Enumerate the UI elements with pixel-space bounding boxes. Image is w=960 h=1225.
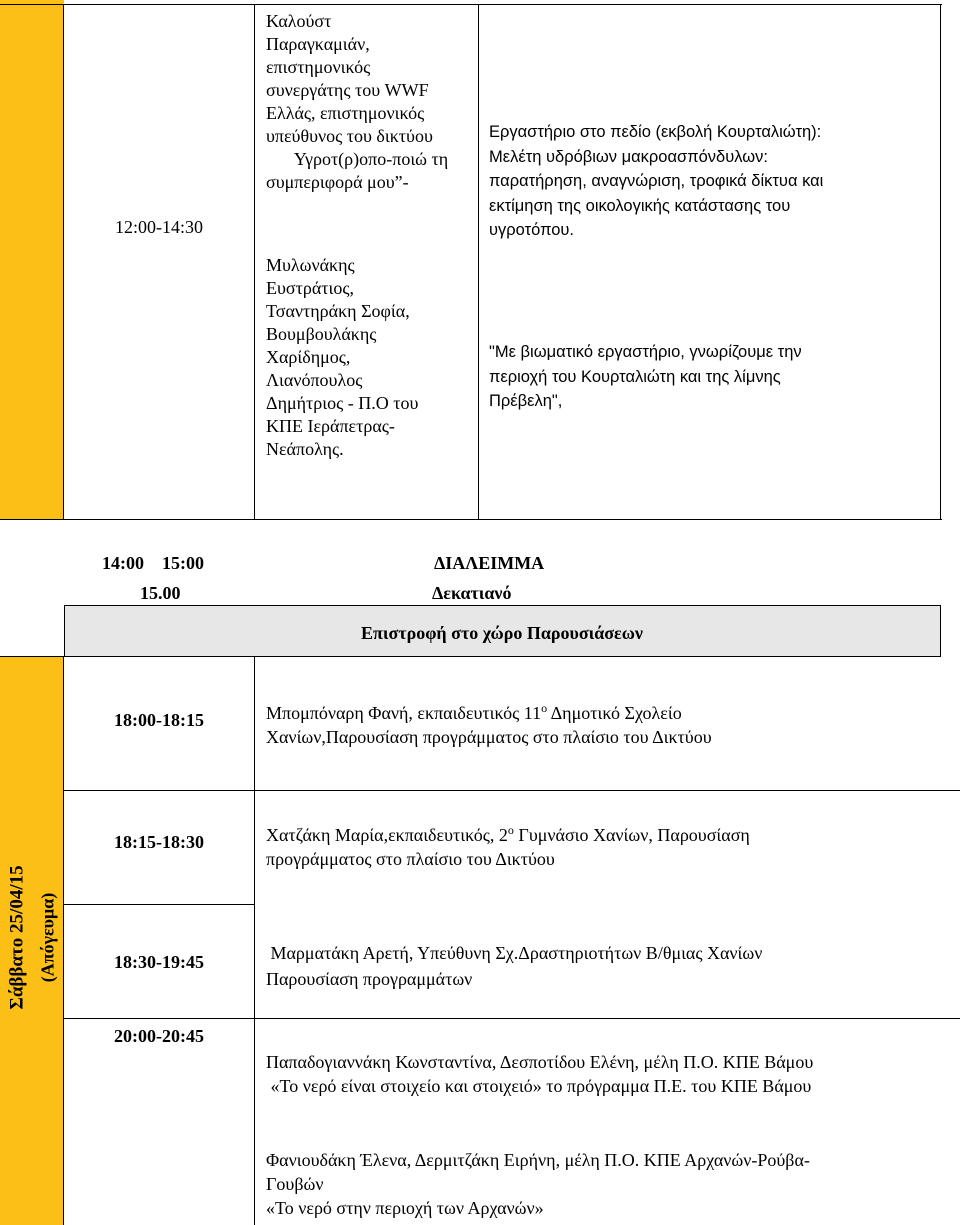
break-time: 14:00 15:00 <box>102 553 204 573</box>
activity-2-line: Πρέβελη", <box>489 392 563 410</box>
activity-1-line: παρατήρηση, αναγνώριση, τροφικά δίκτυα και <box>489 172 824 190</box>
activity-1-line: υγροτόπου. <box>489 221 574 239</box>
sat-entry-2-line2: προγράμματος στο πλαίσιο του Δικτύου <box>266 849 555 869</box>
sat-entry-2-sup: ο <box>507 823 514 837</box>
top-activity-2 <box>489 340 939 414</box>
speaker-2-line: Χαρίδημος, <box>266 347 351 367</box>
speaker-1-line: επιστημονικός <box>266 57 371 77</box>
return-top-border <box>64 605 941 606</box>
speaker-1-line: Παραγκαμιάν, <box>266 34 370 54</box>
sat-entry-4-line1: Παπαδογιαννάκη Κωνσταντίνα, Δεσποτίδου Ελένη, μέλη Π.Ο. ΚΠΕ Βάμου <box>266 1052 814 1072</box>
return-label: Επιστροφή στο χώρο Παρουσιάσεων <box>361 623 643 643</box>
sat-time-3: 18:30-19:45 <box>114 952 204 972</box>
snack-label: Δεκατιανό <box>432 583 512 603</box>
top-col-line-3 <box>478 4 479 520</box>
break-label: ΔΙΑΛΕΙΜΜΑ <box>434 553 545 573</box>
sat-time-4: 20:00-20:45 <box>114 1026 204 1046</box>
speaker-1-line: συμπεριφορά μου”- <box>266 172 409 192</box>
sat-entry-3 <box>266 940 946 992</box>
sat-entry-5 <box>266 1148 946 1220</box>
speaker-1-line: Καλούστ <box>266 11 332 31</box>
period-label: (Απόγευμα) <box>37 892 58 983</box>
speaker-1-line: υπεύθυνος του δικτύου <box>266 126 433 146</box>
sat-entry-1-sup: ο <box>541 701 548 715</box>
speaker-2-line: Λιανόπουλος <box>266 370 363 390</box>
sat-entry-4 <box>266 1050 946 1098</box>
day-label: Σάββατο 25/04/15 <box>6 865 28 1010</box>
activity-1-line: εκτίμηση της οικολογικής κατάστασης του <box>489 196 791 215</box>
snack-time: 15.00 <box>140 583 181 603</box>
sat-entry-1-line1-pre: Μπομπόναρη Φανή, εκπαιδευτικός 11 <box>266 703 542 723</box>
speaker-2-line: Μυλωνάκης <box>266 255 355 275</box>
sat-entry-5-line2: Γουβών <box>266 1174 324 1194</box>
return-bottom-border <box>0 656 941 657</box>
top-activity-1 <box>489 120 939 243</box>
activity-1-line: Εργαστήριο στο πεδίο (εκβολή Κουρταλιώτη): <box>489 123 822 141</box>
activity-2-line: "Με βιωματικό εργαστήριο, γνωρίζουμε την <box>489 343 802 361</box>
sat-entry-2-line1-pre: Χατζάκη Μαρία,εκπαιδευτικός, 2 <box>266 825 508 845</box>
sat-row-line-1 <box>63 790 960 791</box>
activity-1-line: Μελέτη υδρόβιων μακροασπόνδυλων: <box>489 147 768 166</box>
sat-entry-2-line1-post: Γυμνάσιο Χανίων, Παρουσίαση <box>513 825 750 845</box>
speaker-2-line: ΚΠΕ Ιεράπετρας- <box>266 416 395 436</box>
top-bottom-border <box>0 519 942 520</box>
speaker-2-line: Βουμβουλάκης <box>266 324 377 344</box>
sat-entry-4-line2: «Το νερό είναι στοιχείο και στοιχειό» το πρόγραμμα Π.Ε. του ΚΠΕ Βάμου <box>266 1076 812 1096</box>
top-border <box>0 4 942 5</box>
sat-time-1: 18:00-18:15 <box>114 710 204 730</box>
speaker-1-line: συνεργάτης του WWF <box>266 80 429 100</box>
speaker-2-line: Δημήτριος - Π.Ο του <box>266 393 419 413</box>
sat-entry-1-line1-post: Δημοτικό Σχολείο <box>547 703 682 723</box>
speaker-1-line: Υγροτ(ρ)οπο-ποιώ τη <box>293 149 449 169</box>
top-speakers-2 <box>266 254 476 461</box>
sat-time-2: 18:15-18:30 <box>114 832 204 852</box>
speaker-2-line: Τσαντηράκη Σοφία, <box>266 301 410 321</box>
speaker-2-line: Νεάπολης. <box>266 439 344 459</box>
sat-entry-5-line1: Φανιουδάκη Έλενα, Δερμιτζάκη Ειρήνη, μέλη Π.Ο. ΚΠΕ Αρχανών-Ρούβα- <box>266 1150 810 1170</box>
sat-entry-3-line1: Μαρματάκη Αρετή, Υπεύθυνη Σχ.Δραστηριοτήτων Β/θμιας Χανίων <box>266 943 763 963</box>
top-speakers-1 <box>266 10 476 194</box>
sat-row-line-3 <box>63 1018 255 1019</box>
sat-col-line-1 <box>63 656 64 1225</box>
sat-entry-5-line3: «Το νερό στην περιοχή των Αρχανών» <box>266 1198 544 1218</box>
speaker-2-line: Ευστράτιος, <box>266 278 354 298</box>
top-col-line-2 <box>254 4 255 520</box>
return-right-border <box>940 605 941 657</box>
sat-entry-1-line2: Χανίων,Παρουσίαση προγράμματος στο πλαίσιο του Δικτύου <box>266 727 712 747</box>
top-time: 12:00-14:30 <box>115 217 203 237</box>
activity-2-line: περιοχή του Κουρταλιώτη και της λίμνης <box>489 367 781 386</box>
sat-entry-3-line2: Παρουσίαση προγραμμάτων <box>266 969 473 989</box>
top-left-yellow-strip <box>0 0 64 520</box>
sat-entry-2 <box>266 818 946 871</box>
sat-row-line-4 <box>254 1018 960 1019</box>
sat-col-line-2 <box>254 656 255 1225</box>
sat-entry-1 <box>266 696 946 749</box>
speaker-1-line: Ελλάς, επιστημονικός <box>266 103 425 123</box>
top-right-border <box>940 4 941 520</box>
sat-row-line-2 <box>63 904 255 905</box>
top-col-line-1 <box>63 4 64 520</box>
